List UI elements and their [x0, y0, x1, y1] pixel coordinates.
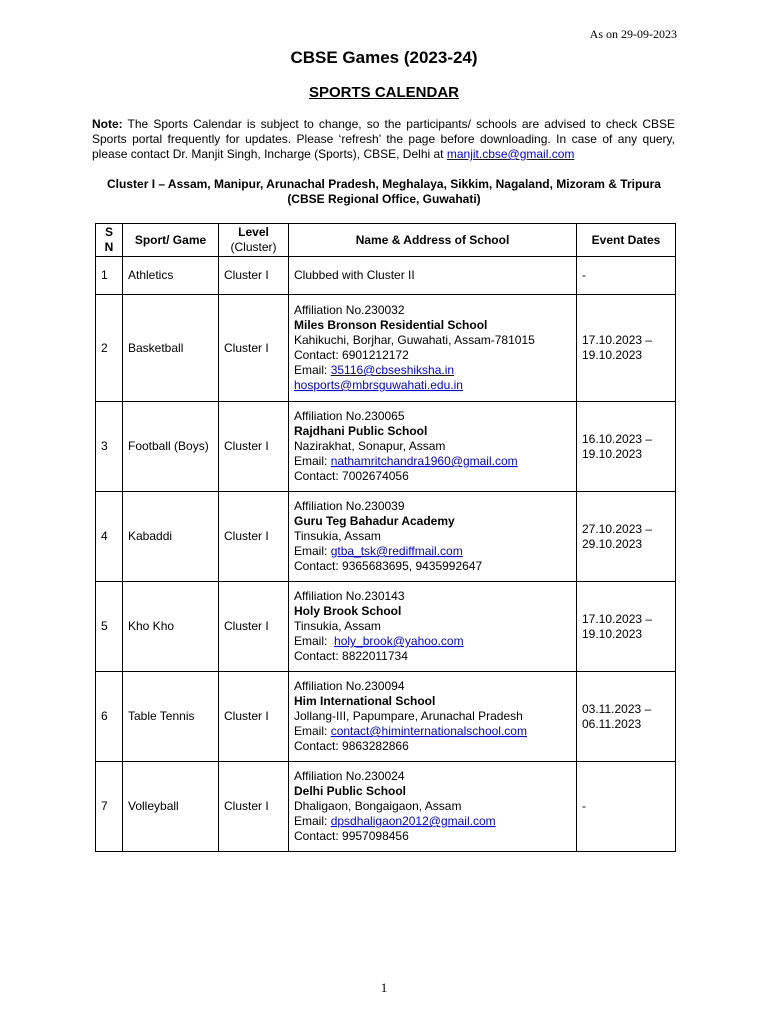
cell-level: Cluster I	[219, 672, 289, 762]
affiliation-number: Affiliation No.230065	[294, 409, 405, 423]
email-label: Email:	[294, 814, 331, 828]
cell-dates: 17.10.2023 – 19.10.2023	[577, 295, 676, 402]
email-link[interactable]: contact@himinternationalschool.com	[330, 724, 527, 738]
table-row	[96, 295, 676, 402]
cell-dates: 03.11.2023 – 06.11.2023	[577, 672, 676, 762]
cell-sn: 1	[96, 257, 123, 295]
school-contact	[294, 829, 571, 844]
cell-school: Clubbed with Cluster II	[289, 257, 577, 295]
header-level-sub: (Cluster)	[230, 240, 277, 254]
contact-value: 9863282866	[342, 739, 409, 753]
cell-sn: 7	[96, 762, 123, 852]
school-email-secondary	[294, 378, 571, 393]
school-email	[294, 724, 571, 739]
contact-label: Contact:	[294, 348, 343, 362]
table-row	[96, 492, 676, 582]
cell-dates: 17.10.2023 – 19.10.2023	[577, 582, 676, 672]
header-level-label: Level	[238, 225, 269, 239]
note-label: Note:	[92, 117, 123, 131]
school-contact	[294, 649, 571, 664]
contact-label: Contact:	[294, 559, 343, 573]
cluster-heading	[88, 177, 680, 207]
document-subtitle: SPORTS CALENDAR	[308, 84, 459, 101]
cell-sport: Athletics	[123, 257, 219, 295]
contact-email-link[interactable]: manjit.cbse@gmail.com	[446, 147, 575, 161]
school-name: Him International School	[294, 694, 436, 708]
school-contact	[294, 739, 571, 754]
cell-school	[289, 402, 577, 492]
cell-sn: 5	[96, 582, 123, 672]
header-level	[219, 224, 289, 257]
cell-level: Cluster I	[219, 762, 289, 852]
contact-value: 9365683695, 9435992647	[342, 559, 483, 573]
school-contact	[294, 559, 571, 574]
cell-dates: -	[577, 257, 676, 295]
page-number: 1	[380, 980, 388, 995]
cell-school	[289, 295, 577, 402]
affiliation-number: Affiliation No.230143	[294, 589, 405, 603]
header-sn: S N	[96, 224, 123, 257]
cell-level: Cluster I	[219, 492, 289, 582]
table-row	[96, 582, 676, 672]
cluster-office: (CBSE Regional Office, Guwahati)	[287, 192, 481, 206]
school-name: Guru Teg Bahadur Academy	[294, 514, 455, 528]
cell-sport: Football (Boys)	[123, 402, 219, 492]
school-name: Rajdhani Public School	[294, 424, 428, 438]
cell-dates: -	[577, 762, 676, 852]
affiliation-number: Affiliation No.230024	[294, 769, 405, 783]
cell-school	[289, 492, 577, 582]
school-address: Nazirakhat, Sonapur, Assam	[294, 439, 446, 453]
email-link[interactable]: gtba_tsk@rediffmail.com	[330, 544, 463, 558]
email-link[interactable]: nathamritchandra1960@gmail.com	[330, 454, 518, 468]
document-title: CBSE Games (2023-24)	[290, 48, 478, 67]
school-email	[294, 454, 571, 469]
contact-value: 7002674056	[342, 469, 409, 483]
cell-dates: 27.10.2023 – 29.10.2023	[577, 492, 676, 582]
cell-sn: 3	[96, 402, 123, 492]
school-email	[294, 363, 571, 378]
header-school: Name & Address of School	[289, 224, 577, 257]
school-address: Kahikuchi, Borjhar, Guwahati, Assam-781015	[294, 333, 535, 347]
school-name: Delhi Public School	[294, 784, 407, 798]
cell-school	[289, 582, 577, 672]
school-email	[294, 814, 571, 829]
school-address: Tinsukia, Assam	[294, 619, 381, 633]
contact-value: 8822011734	[342, 649, 408, 663]
cell-level: Cluster I	[219, 582, 289, 672]
school-name: Miles Bronson Residential School	[294, 318, 488, 332]
email-label: Email:	[294, 454, 331, 468]
cell-sport: Kabaddi	[123, 492, 219, 582]
school-contact	[294, 348, 571, 363]
table-row	[96, 672, 676, 762]
school-contact	[294, 469, 571, 484]
sports-calendar-table	[95, 223, 676, 852]
note-text: The Sports Calendar is subject to change, so the participants/ schools are advised to check CBSE Sports portal frequently for updates. Please ‘refresh’ the page before downloading. In case of any query, please contact Dr. Manjit Singh, Incharge (Sports), CBSE, Delhi at	[92, 117, 675, 161]
email-label: Email:	[294, 634, 335, 648]
email-label: Email:	[294, 724, 331, 738]
cell-sport: Kho Kho	[123, 582, 219, 672]
cell-sport: Basketball	[123, 295, 219, 402]
as-on-date: As on 29-09-2023	[589, 27, 677, 41]
header-sport: Sport/ Game	[123, 224, 219, 257]
cluster-states: Cluster I – Assam, Manipur, Arunachal Pradesh, Meghalaya, Sikkim, Nagaland, Mizoram & Tripura	[107, 177, 661, 191]
contact-value: 9957098456	[342, 829, 409, 843]
affiliation-number: Affiliation No.230094	[294, 679, 405, 693]
email-link[interactable]: holy_brook@yahoo.com	[334, 634, 464, 648]
note-paragraph	[92, 117, 675, 162]
cell-school	[289, 672, 577, 762]
cell-sn: 6	[96, 672, 123, 762]
school-address: Jollang-III, Papumpare, Arunachal Pradesh	[294, 709, 523, 723]
school-email	[294, 544, 571, 559]
table-header-row	[96, 224, 676, 257]
email-label: Email:	[294, 544, 331, 558]
header-dates: Event Dates	[577, 224, 676, 257]
contact-label: Contact:	[294, 739, 343, 753]
school-address: Dhaligaon, Bongaigaon, Assam	[294, 799, 462, 813]
email-link-secondary[interactable]: hosports@mbrsguwahati.edu.in	[294, 378, 463, 392]
school-name: Holy Brook School	[294, 604, 402, 618]
school-address: Tinsukia, Assam	[294, 529, 381, 543]
cell-sn: 4	[96, 492, 123, 582]
contact-label: Contact:	[294, 469, 343, 483]
table-row	[96, 762, 676, 852]
cell-level: Cluster I	[219, 295, 289, 402]
contact-value: 6901212172	[342, 348, 409, 362]
cell-school	[289, 762, 577, 852]
affiliation-number: Affiliation No.230032	[294, 303, 405, 317]
cell-sport: Table Tennis	[123, 672, 219, 762]
contact-label: Contact:	[294, 829, 343, 843]
contact-label: Contact:	[294, 649, 343, 663]
cell-level: Cluster I	[219, 257, 289, 295]
email-label: Email:	[294, 363, 331, 377]
cell-sn: 2	[96, 295, 123, 402]
affiliation-number: Affiliation No.230039	[294, 499, 405, 513]
email-link[interactable]: 35116@cbseshiksha.in	[330, 363, 455, 377]
cell-dates: 16.10.2023 – 19.10.2023	[577, 402, 676, 492]
school-email	[294, 634, 571, 649]
table-row	[96, 257, 676, 295]
cell-sport: Volleyball	[123, 762, 219, 852]
cell-level: Cluster I	[219, 402, 289, 492]
email-link[interactable]: dpsdhaligaon2012@gmail.com	[330, 814, 496, 828]
table-row	[96, 402, 676, 492]
